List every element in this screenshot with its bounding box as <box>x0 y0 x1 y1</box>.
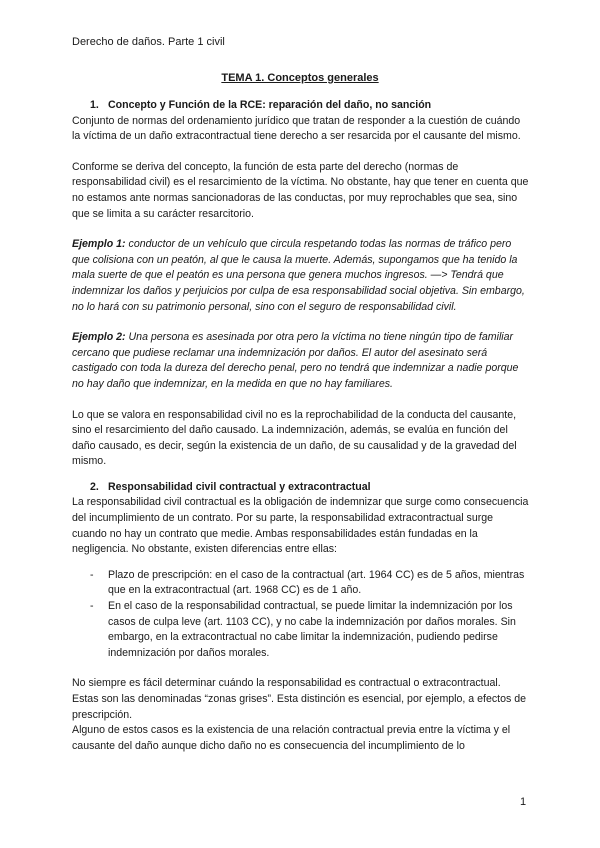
section-2-number: 2. <box>90 480 99 493</box>
section-2-heading-text: Responsabilidad civil contractual y extracontractual <box>108 480 371 493</box>
list-item <box>90 568 530 599</box>
page-number: 1 <box>520 796 527 808</box>
section-1-heading-text: Concepto y Función de la RCE: reparación del daño, no sanción <box>108 99 432 111</box>
section-1-number: 1. <box>90 99 99 111</box>
list-item <box>90 599 530 661</box>
example-1-text: conductor de un vehículo que circula respetando todas las normas de tráfico pero que colisiona con un peatón, al que le causa la muerte. Además, supongamos que ha tenido la mala suerte de que el peatón es una persona que genera muchos ingresos. —> Tendrá que indemnizar los daños y perjuicios por culpa de esa responsabilidad social objetiva. Sin embargo, no lo hará con su patrimonio personal, sino con el seguro de responsabilidad civil. <box>72 238 525 313</box>
example-1-label: Ejemplo 1: <box>72 238 126 251</box>
example-1 <box>72 237 530 315</box>
section-2-paragraph-3: Alguno de estos casos es la existencia de una relación contractual previa entre la víctima y el causante del daño aunque dicho daño no es consecuencia del incumplimiento de lo <box>72 724 511 752</box>
page-header: Derecho de daños. Parte 1 civil <box>72 36 225 48</box>
dash-bullet: - <box>90 568 94 581</box>
example-2-text: Una persona es asesinada por otra pero la víctima no tiene ningún tipo de familiar cercano que pudiese reclamar una indemnización por daños. El autor del asesinato será castigado con toda la dureza del derecho penal, pero no tendrá que indemnizar a nadie porque no hay daño que indemnizar, en la medida en que no hay familiares. <box>72 331 519 390</box>
list-item-text: Plazo de prescripción: en el caso de la contractual (art. 1964 CC) es de 5 años, mientras que en la extracontractual (art. 1968 CC) es de 1 año. <box>108 568 525 597</box>
section-1-paragraph-1: Conjunto de normas del ordenamiento jurídico que tratan de responder a la cuestión de cuándo la víctima de un daño extracontractual tiene derecho a ser resarcida por el causante del mismo. <box>72 114 521 143</box>
example-2-label: Ejemplo 2: <box>72 331 126 344</box>
section-1-paragraph-3: Lo que se valora en responsabilidad civil no es la reprochabilidad de la conducta del causante, sino el resarcimiento del daño causado. La indemnización, además, se evalúa en función del daño causado, es decir, según la existencia de un daño, de su causalidad y de la gravedad del mismo. <box>72 408 517 468</box>
list-item-text: En el caso de la responsabilidad contractual, se puede limitar la indemnización por los casos de culpa leve (art. 1103 CC), y no cabe la indemnización por daños morales. Sin embargo, en la extracontractual no cabe limitar la indemnización, pudiendo pedirse indemnización por daños morales. <box>108 600 516 659</box>
example-2 <box>72 330 530 392</box>
section-1-paragraph-2: Conforme se deriva del concepto, la función de esta parte del derecho (normas de responsabilidad civil) es el resarcimiento de la víctima. No obstante, hay que tener en cuenta que no estamos ante normas sancionadoras de las conductas, por muy reprochables que sea, sino que se limita a su carácter resarcitorio. <box>72 160 529 220</box>
section-2-heading <box>72 480 530 496</box>
section-2-paragraph-2: No siempre es fácil determinar cuándo la responsabilidad es contractual o extracontractual. Estas son las denominadas “zonas grises”. Esta distinción es esencial, por ejemplo, a efectos de prescripción. <box>72 677 527 721</box>
dash-bullet: - <box>90 600 94 613</box>
section-2-paragraph-1: La responsabilidad civil contractual es la obligación de indemnizar que surge como consecuencia del incumplimiento de un contrato. Por su parte, la responsabilidad extracontractual surge cuando no hay un contrato que medie. Ambas responsabilidades están fundadas en la negligencia. No obstante, existen diferencias entre ellas: <box>72 496 529 556</box>
section-1-heading <box>72 98 530 114</box>
differences-list <box>72 568 530 662</box>
document-body <box>72 98 530 754</box>
page-title: TEMA 1. Conceptos generales <box>221 72 379 84</box>
